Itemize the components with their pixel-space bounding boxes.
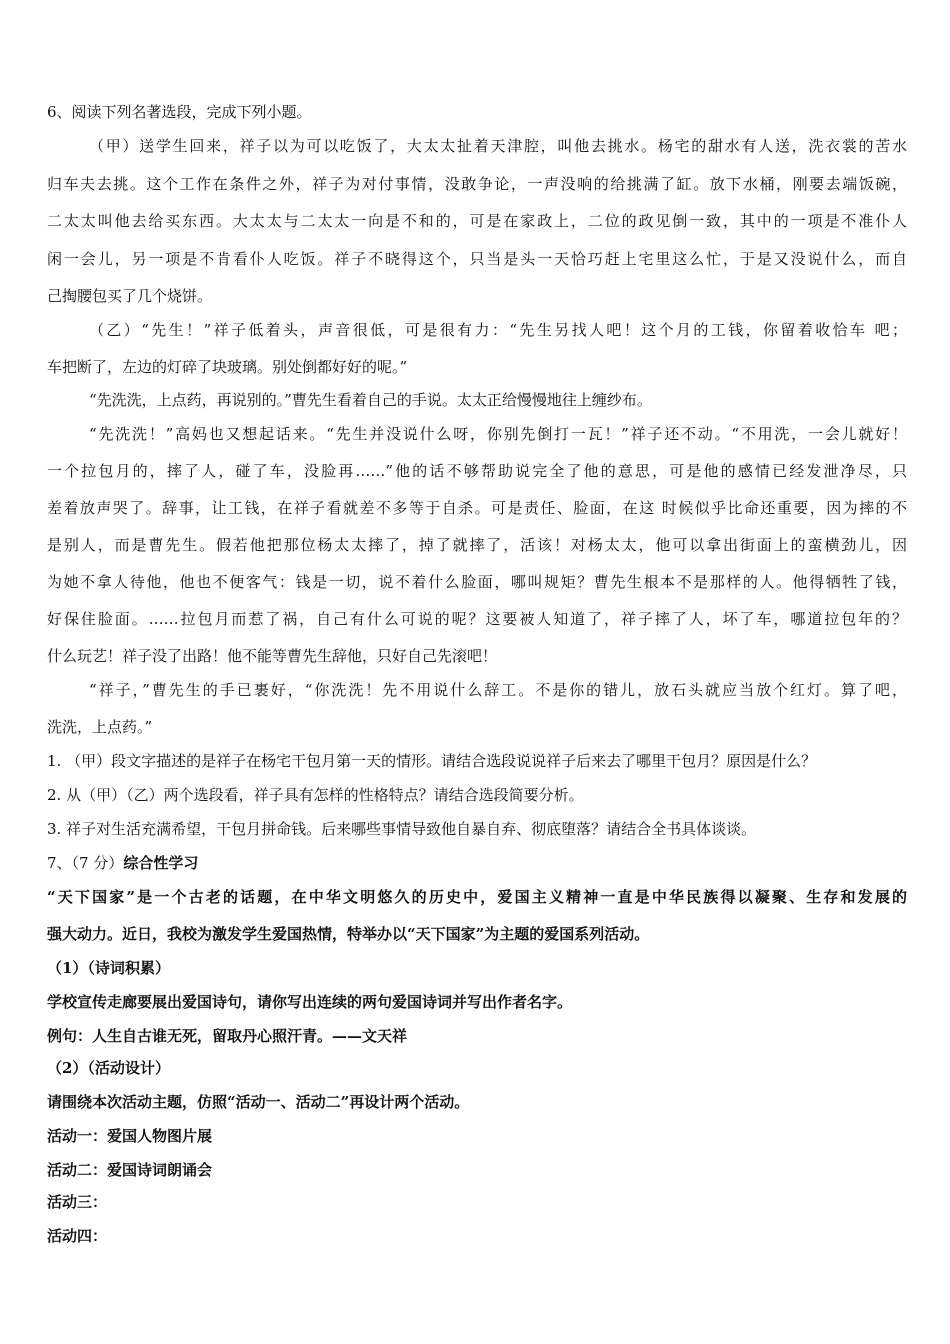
question-7-heading [47,853,907,873]
passage-jia-line-3: 二太太叫他去给买东西。大太太与二太太一向是不和的，可是在家政上，二位的政见倒一致，其中的一项是不准仆人 [47,212,907,230]
activity-2: 活动二：爱国诗词朗诵会 [47,1161,213,1179]
passage-yi-line-3: “先洗洗，上点药，再说别的。”曹先生看着自己的手说。太太正给慢慢地往上缠纱布。 [89,391,652,409]
passage-yi-line-10: 什么玩艺！祥子没了出路！他不能等曹先生辞他，只好自己先滚吧！ [47,647,498,665]
question-6-2: 2. 从（甲）（乙）两个选段看，祥子具有怎样的性格特点？请结合选段简要分析。 [47,786,584,804]
part-1-example: 例句：人生自古谁无死，留取丹心照汗青。——文天祥 [47,1027,408,1045]
passage-jia-line-4: 闲一会儿，另一项是不肯看仆人吃饭。祥子不晓得这个，只当是头一天恰巧赶上宅里这么忙，于是又没说什么，而自 [47,250,907,268]
activity-1: 活动一：爱国人物图片展 [47,1127,213,1145]
question-7-intro-line-1: “天下国家”是一个古老的话题，在中华文明悠久的历史中，爱国主义精神一直是中华民族得以凝聚、生存和发展的 [47,888,907,906]
question-7-number: 7、（7 分） [47,854,124,872]
passage-yi-line-5: 一个拉包月的，摔了人，碰了车，没脸再……”他的话不够帮助说完全了他的意思，可是他的感情已经发泄净尽，只 [47,462,907,480]
question-6-3: 3. 祥子对生活充满希望，干包月拼命钱。后来哪些事情导致他自暴自弃、彻底堕落？请结合全书具体谈谈。 [47,820,757,838]
part-2-prompt: 请围绕本次活动主题，仿照“活动一、活动二”再设计两个活动。 [47,1093,470,1111]
question-7-intro-line-2: 强大动力。近日，我校为激发学生爱国热情，特举办以“天下国家”为主题的爱国系列活动。 [47,925,650,943]
activity-4: 活动四： [47,1227,108,1245]
activity-3: 活动三： [47,1193,108,1211]
part-1-prompt: 学校宣传走廊要展出爱国诗句，请你写出连续的两句爱国诗词并写出作者名字。 [47,993,573,1011]
passage-jia-line-2: 归车夫去挑。这个工作在条件之外，祥子为对付事情，没敢争论，一声没响的给挑满了缸。放下水桶，刚要去端饭碗， [47,175,907,193]
passage-yi-line-8: 为她不拿人待他，他也不便客气：钱是一切，说不着什么脸面，哪叫规矩？曹先生根本不是那样的人。他得牺牲了钱， [47,573,907,591]
question-6-1: 1. （甲）段文字描述的是祥子在杨宅干包月第一天的情形。请结合选段说说祥子后来去了哪里干包月？原因是什么？ [47,752,817,770]
passage-yi-line-9: 好保住脸面。……拉包月而惹了祸，自己有什么可说的呢？这要被人知道了，祥子摔了人，坏了车，哪道拉包年的？ [47,610,907,628]
question-6-title: 6、阅读下列名著选段，完成下列小题。 [47,103,312,121]
part-1-heading: （1）（诗词积累） [47,959,170,977]
passage-yi-line-11: “祥子，”曹先生的手已裹好，“你洗洗！先不用说什么辞工。不是你的错儿，放石头就应当放个红灯。算了吧， [89,681,907,699]
passage-yi-line-7: 是别人，而是曹先生。假若他把那位杨太太摔了，掉了就摔了，活该！对杨太太，他可以拿出街面上的蛮横劲儿，因 [47,536,907,554]
passage-yi-line-4: “先洗洗！”高妈也又想起话来。“先生并没说什么呀，你别先倒打一瓦！”祥子还不动。“不用洗，一会儿就好！ [89,425,907,443]
part-2-heading: （2）（活动设计） [47,1059,170,1077]
passage-jia-line-5: 己掏腰包买了几个烧饼。 [47,287,213,305]
passage-yi-line-12: 洗洗，上点药。” [47,718,153,736]
passage-yi-line-2: 车把断了，左边的灯碎了块玻璃。别处倒都好好的呢。” [47,358,408,376]
passage-yi-line-6: 差着放声哭了。辞事，让工钱，在祥子看就差不多等于自杀。可是责任、脸面，在这 时候似乎比命还重要，因为摔的不 [47,499,907,517]
question-7-title: 综合性学习 [123,854,199,872]
passage-yi-line-1: （乙）“先生！”祥子低着头，声音很低，可是很有力：“先生另找人吧！这个月的工钱，你留着收恰车 吧； [89,321,907,339]
passage-jia-line-1: （甲）送学生回来，祥子以为可以吃饭了，大太太扯着天津腔，叫他去挑水。杨宅的甜水有人送，洗衣裳的苦水 [89,137,907,155]
